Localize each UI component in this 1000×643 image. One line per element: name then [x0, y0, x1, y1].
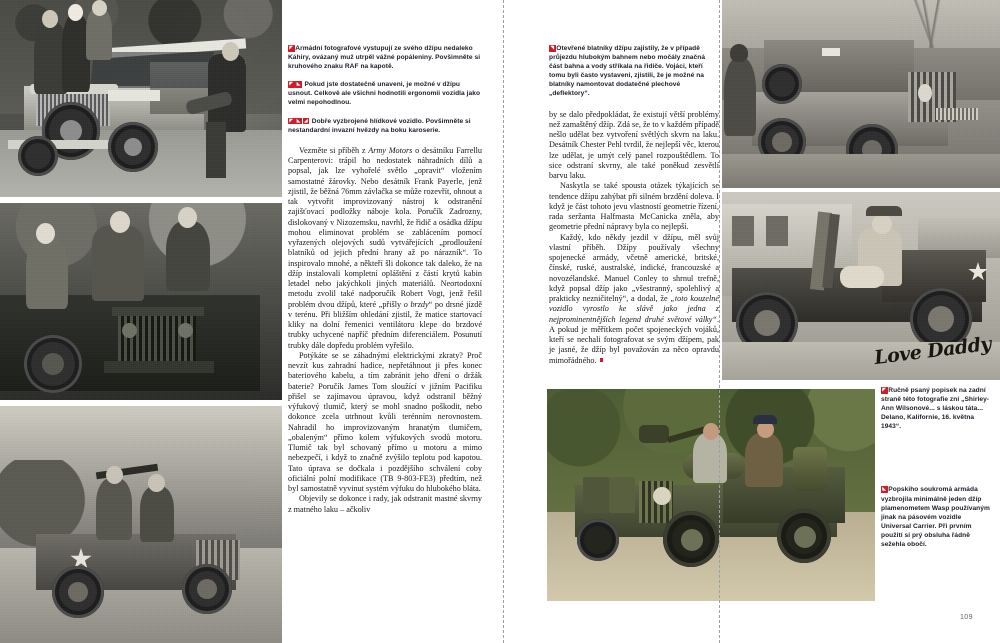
- paragraph: Potýkáte se se záhadnými elektrickými zkraty? Proč nevzít kus zahradní hadice, nepřetáhnout ji přes konec bateriového kabelu, a tím zabránit jeho dření o držák baterie? Poručík James Tom sloužící v jižním Pacifiku přišel se zajímavou úpravou, když odstranil běžný výfukový tlumič, který se mohl snadno poškodit, nebo dokonce zcela utrhnout kvůli terénním nerovnostem. Nahradil ho improvizovaným hranatým tlumičem, „obaleným“ přímo kolem výfukových svodů motoru. Tlumič tak byl schovaný přímo u motoru a mimo nebezpečí, i když to značně zvýšilo teplotu pod kapotou. Tato úprava se dočkala i pozdějšího schválení coby oficiální polní modifikace (TB 9-803-FE3) předtím, než byl samostatně vyvinut systém výfuku do hlubokého bláta.: [288, 350, 482, 493]
- handwriting-love-daddy: Love Daddy: [873, 332, 993, 370]
- photo-jeep-patrol: [0, 406, 282, 643]
- paragraph: Objevily se dokonce i rady, jak odstranit mastné skvrny z matného laku – ačkoliv: [288, 494, 482, 514]
- caption-marker-icon: ◢: [303, 117, 308, 124]
- caption-text: Ručně psaný popisek na zadní straně této fotografie zní „Shirley-Ann Wilsonové... s láskou táta... Delano, Kalifornie, 16. května 1943“.: [881, 387, 990, 431]
- photo-jeep-love-daddy: [722, 192, 1000, 380]
- right-sidebar-captions: [881, 386, 993, 549]
- caption-marker-icon: ◣: [296, 117, 301, 124]
- left-page-text-column: [288, 44, 482, 515]
- caption-jeep-cairo: [288, 44, 482, 71]
- caption-marker-icon: ◣: [882, 486, 887, 493]
- caption-marker-icon: ◤: [289, 117, 294, 124]
- caption-marker-icon: ◤: [289, 81, 294, 88]
- photo-jeep-sleeping: [0, 203, 282, 400]
- right-body-text: [549, 110, 719, 366]
- caption-marker-icon: ◣: [296, 81, 301, 88]
- caption-popski-wasp: [881, 485, 993, 549]
- caption-marker-icon: ◤: [882, 387, 887, 393]
- caption-jeep-patrol: [288, 117, 482, 135]
- photo-jeep-cairo: [0, 0, 282, 197]
- end-mark-icon: [600, 358, 604, 362]
- caption-text: Pokud jste dostatečně unaveni, je možné v džípu usnout. Celkově ale všichni hodnotili ergonomii vozidla jako velmi nepohodlnou.: [288, 81, 481, 107]
- caption-love-daddy: [881, 386, 993, 431]
- paragraph: Vezměte si příběh z Army Motors o desátníku Farrellu Carpenterovi: trápil ho nedostatek náhradních dílů a popsal, jak lze vyhořelé světlo „opravit“ vložením samostatné žárovky. Nebo desátník Frank Payerle, jenž zjistil, že běžná 76mm závlačka se může rozevřít, ohnout a tak vytvořit improvizovaný nástroj k odstranění zajišťovací podložky náboje kola. Poručík Zadrozny, dislokovaný v Nizozemsku, navrhl, že řidič a osádka džípu mohou eliminovat problém se zablácením pomocí vyřazených olejových sudů vytvářejících „prodloužení blatníků od jejich přední hrany až po nárazník“. To inspirovalo mnohé, a někteří šli dokonce tak daleko, že na džíp instalovali kompletní opláštění z částí krytů kabin letadel nebo jakýchkoli jiných materiálů. Neortodoxní metodu zvolil také nadporučík Robert Vogt, jenž řešil problém dvou džípů, které „přišly o brzdy“ po drsné jízdě v terénu. Při bližším ohledání zjistil, že matice startovací kliky na dolní řemenici ventilátoru klepe do brzdové trubky uchycené napříč předním diferenciálem. Posunutí trubky dále dopředu problém vyřešilo.: [288, 145, 483, 350]
- paragraph: Každý, kdo někdy jezdil v džípu, měl svůj vlastní příběh. Džípy používaly všechny spojenecké armády, včetně americké, britské, čínské, ruské, australské, indické, francouzské a novozélandské. Manuel Conley to shrnul trefně, když popsal džíp jako „všestranný, spolehlivý a prakticky nezničitelný“, a dodal, že „toto kouzelné vozidlo vyrostlo ke slávě jako jedna z nejprominentnějších legend druhé světové války“. A pokud je měřítkem počet spojeneckých vojáků, kteří se nechali fotografovat se svým džípem, pak je jasné, že džíp byl považován za něco opravdu mimořádného.: [549, 232, 719, 365]
- caption-marker-icon: ◤: [289, 45, 294, 51]
- page-gutter-right: [719, 0, 720, 643]
- right-page-text-column: [549, 44, 719, 366]
- caption-marker-icon: ◥: [550, 45, 555, 51]
- page-gutter-left: [503, 0, 504, 643]
- caption-text: Otevřené blatníky džípu zajistily, že v případě průjezdu hlubokým bahnem nebo močály značná část bahna a vody stříkala na řidiče. Vojáci, kteří tomu byli často vystaveni, zjistili, že je možné na blatníky namontovat dodatečné plechové „deflektory“.: [549, 45, 706, 98]
- page-number: 109: [960, 614, 973, 621]
- caption-text: Armádní fotografové vystupují ze svého džípu nedaleko Káhiry, ovázaný muž utrpěl vážné popáleniny. Povšimněte si kruhového znaku RAF na kapotě.: [288, 45, 481, 71]
- caption-text: Popskiho soukromá armáda vyzbrojila minimálně jeden džíp plamenometem Wasp používaným jinak na pásovém vozidle Universal Carrier. Při prvním použití si prý obsluha řádně sežehla obočí.: [881, 486, 990, 549]
- photo-jeep-armored: [722, 0, 1000, 188]
- caption-text: Dobře vyzbrojené hlídkové vozidlo. Povšimněte si nestandardní invazní hvězdy na boku karoserie.: [288, 117, 471, 134]
- caption-group-left: [288, 44, 482, 135]
- paragraph: by se dalo předpokládat, že existují větší problémy než zamaštěný džíp. Zdá se, že to v každém případě nešlo udělat bez vytvoření světlých skvrn na laku. Desátník Chester Pehl tvrdil, že nejlepší věc, kterou lze udělat, je umýt celý panel rozpouštědlem. To sice odstraní skvrny, ale také poněkud zesvětlí barvu laku.: [549, 109, 719, 181]
- photo-jeep-wasp-flamethrower: [547, 389, 875, 601]
- caption-jeep-fenders: [549, 44, 719, 99]
- paragraph: Naskytla se také spousta otázek týkajících se tendence džípu zahýbat při silném brzdění doleva. I když je část tohoto jevu vlastností geometrie řízení, rada seržanta Halfmasta McCanicka zněla, aby geometrie přední nápravy byla co nejlepší.: [549, 181, 719, 232]
- left-body-text: [288, 146, 482, 515]
- caption-jeep-sleeping: [288, 80, 482, 107]
